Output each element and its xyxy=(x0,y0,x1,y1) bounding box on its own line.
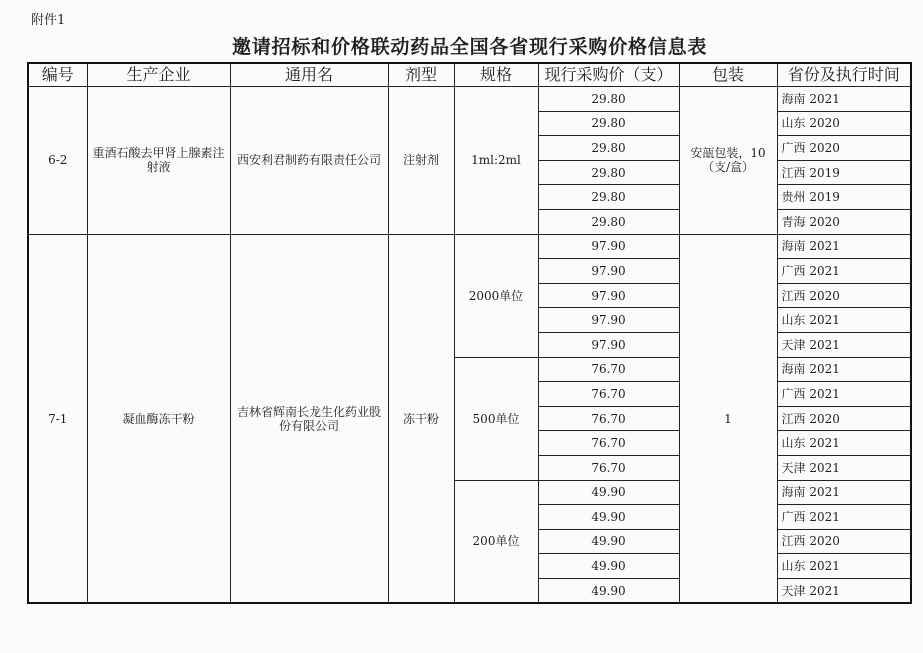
header-dosage-form: 剂型 xyxy=(388,63,454,87)
price-cell: 49.90 xyxy=(538,578,679,603)
province-year-cell: 广西 2020 xyxy=(777,136,911,161)
price-cell: 29.80 xyxy=(538,185,679,210)
province-year-cell: 海南 2021 xyxy=(777,87,911,112)
dosage-form-cell: 注射剂 xyxy=(388,87,454,235)
price-cell: 29.80 xyxy=(538,160,679,185)
price-cell: 76.70 xyxy=(538,382,679,407)
attachment-label: 附件1 xyxy=(31,13,66,28)
dosage-form-cell: 冻干粉 xyxy=(388,234,454,603)
province-year-cell: 江西 2020 xyxy=(777,406,911,431)
province-year-cell: 海南 2021 xyxy=(777,480,911,505)
header-packaging: 包装 xyxy=(679,63,777,87)
province-year-cell: 广西 2021 xyxy=(777,259,911,284)
province-year-cell: 贵州 2019 xyxy=(777,185,911,210)
province-year-cell: 山东 2021 xyxy=(777,308,911,333)
price-cell: 29.80 xyxy=(538,87,679,112)
header-spec: 规格 xyxy=(454,63,538,87)
province-year-cell: 天津 2021 xyxy=(777,455,911,480)
manufacturer-cell: 重酒石酸去甲肾上腺素注射液 xyxy=(87,87,230,235)
document-title: 邀请招标和价格联动药品全国各省现行采购价格信息表 xyxy=(232,36,708,58)
header-generic-name: 通用名 xyxy=(230,63,388,87)
spec-cell: 2000单位 xyxy=(454,234,538,357)
manufacturer-cell: 凝血酶冻干粉 xyxy=(87,234,230,603)
table-row xyxy=(28,234,911,259)
province-year-cell: 青海 2020 xyxy=(777,209,911,234)
generic-name-cell: 西安利君制药有限责任公司 xyxy=(230,87,388,235)
record-id: 6-2 xyxy=(28,87,87,235)
header-id: 编号 xyxy=(28,63,87,87)
header-manufacturer: 生产企业 xyxy=(87,63,230,87)
price-cell: 97.90 xyxy=(538,234,679,259)
price-cell: 97.90 xyxy=(538,308,679,333)
province-year-cell: 山东 2021 xyxy=(777,554,911,579)
price-table-body xyxy=(28,87,911,604)
record-id: 7-1 xyxy=(28,234,87,603)
price-cell: 97.90 xyxy=(538,332,679,357)
price-cell: 29.80 xyxy=(538,111,679,136)
price-cell: 29.80 xyxy=(538,136,679,161)
generic-name-cell: 吉林省辉南长龙生化药业股份有限公司 xyxy=(230,234,388,603)
province-year-cell: 江西 2020 xyxy=(777,283,911,308)
province-year-cell: 江西 2020 xyxy=(777,529,911,554)
spec-cell: 200单位 xyxy=(454,480,538,603)
price-cell: 49.90 xyxy=(538,529,679,554)
spec-cell: 500单位 xyxy=(454,357,538,480)
price-cell: 76.70 xyxy=(538,455,679,480)
province-year-cell: 海南 2021 xyxy=(777,357,911,382)
spec-cell: 1ml:2ml xyxy=(454,87,538,235)
price-cell: 49.90 xyxy=(538,505,679,530)
price-cell: 29.80 xyxy=(538,209,679,234)
header-price: 现行采购价（支） xyxy=(538,63,679,87)
price-cell: 97.90 xyxy=(538,283,679,308)
price-cell: 76.70 xyxy=(538,357,679,382)
table-row xyxy=(28,87,911,112)
province-year-cell: 天津 2021 xyxy=(777,578,911,603)
price-table xyxy=(27,62,912,604)
price-cell: 49.90 xyxy=(538,480,679,505)
price-cell: 97.90 xyxy=(538,259,679,284)
packaging-cell: 1 xyxy=(679,234,777,603)
header-province-year: 省份及执行时间 xyxy=(777,63,911,87)
province-year-cell: 山东 2021 xyxy=(777,431,911,456)
price-cell: 49.90 xyxy=(538,554,679,579)
price-cell: 76.70 xyxy=(538,406,679,431)
province-year-cell: 广西 2021 xyxy=(777,382,911,407)
province-year-cell: 海南 2021 xyxy=(777,234,911,259)
price-cell: 76.70 xyxy=(538,431,679,456)
province-year-cell: 天津 2021 xyxy=(777,332,911,357)
province-year-cell: 山东 2020 xyxy=(777,111,911,136)
province-year-cell: 江西 2019 xyxy=(777,160,911,185)
packaging-cell: 安瓿包装，10（支/盒） xyxy=(679,87,777,235)
province-year-cell: 广西 2021 xyxy=(777,505,911,530)
table-header-row xyxy=(28,63,911,87)
